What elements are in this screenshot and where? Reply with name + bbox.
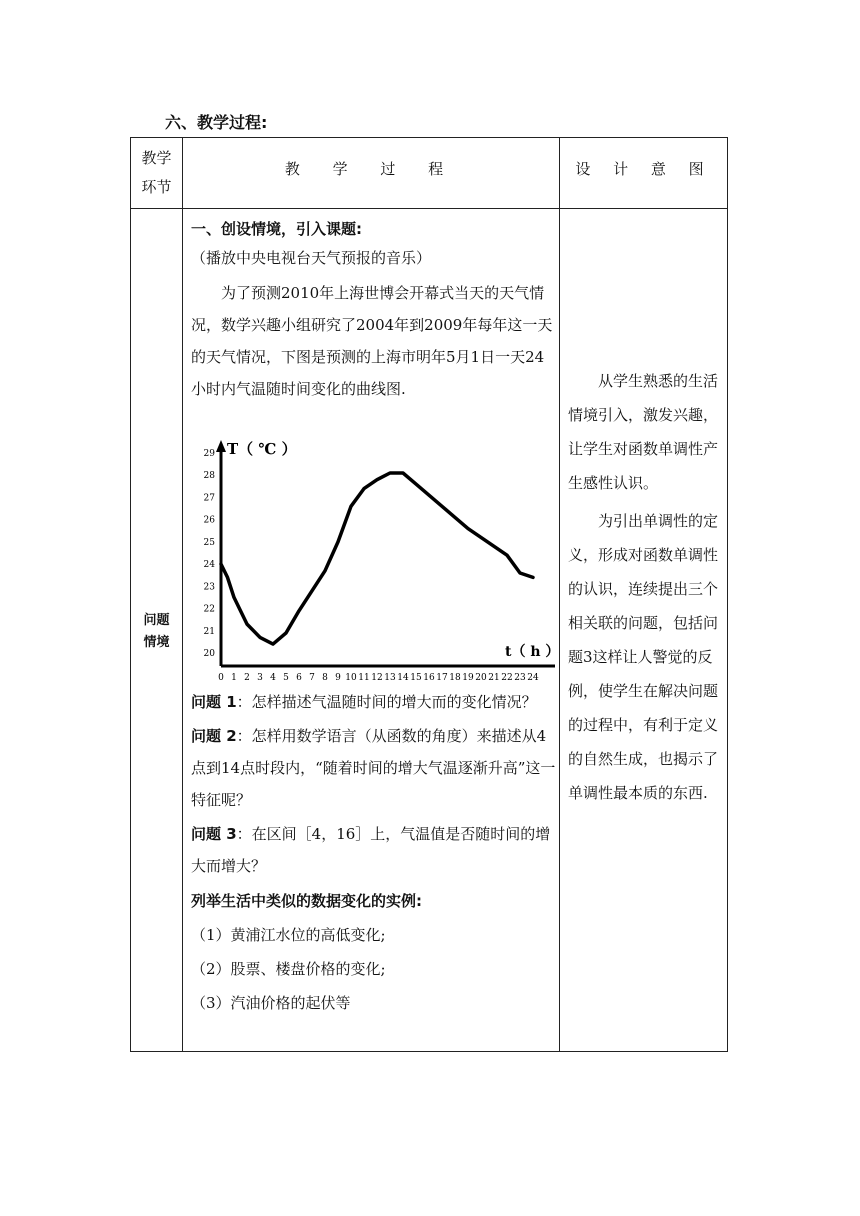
- q2-label: 问题 2: [191, 727, 237, 745]
- process-title: 一、创设情境，引入课题:: [191, 220, 362, 238]
- x-tick-label: 1: [231, 673, 237, 683]
- x-tick-label: 21: [488, 673, 500, 683]
- x-tick-label: 17: [436, 673, 448, 683]
- y-tick-label: 23: [203, 582, 215, 593]
- x-tick-label: 9: [335, 673, 341, 683]
- x-tick-label: 4: [270, 673, 276, 683]
- x-tick-label: 10: [345, 673, 357, 683]
- x-tick-label: 24: [527, 673, 539, 683]
- process-cell: [191, 215, 556, 405]
- x-tick-label: 8: [322, 673, 328, 683]
- y-tick-label: 21: [203, 626, 215, 637]
- questions-block: [191, 686, 556, 1020]
- example-1: （1）黄浦江水位的高低变化;: [191, 926, 386, 944]
- x-tick-label: 6: [296, 673, 302, 683]
- header-process: 教 学 过 程: [284, 160, 458, 178]
- process-intro: 为了预测2010年上海世博会开幕式当天的天气情况，数学兴趣小组研究了2004年到2009年每年这一天的天气情况，下图是预测的上海市明年5月1日一天24小时内气温随时间变化的曲线图.: [191, 284, 553, 398]
- x-tick-label: 19: [462, 673, 474, 683]
- x-tick-label: 12: [371, 673, 383, 683]
- x-tick-label: 22: [501, 673, 513, 683]
- y-axis-arrow: [216, 440, 226, 452]
- header-stage-line1: 教学: [141, 149, 172, 167]
- x-tick-label: 7: [309, 673, 315, 683]
- header-divider: [131, 208, 727, 209]
- intent-para-2: 为引出单调性的定义，形成对函数单调性的认识，连续提出三个相关联的问题，包括问题3这样让人警觉的反例，使学生在解决问题的过程中，有利于定义的自然生成，也揭示了单调性最本质的东西.: [568, 512, 719, 802]
- question-3: [191, 818, 556, 882]
- x-tick-label: 5: [283, 673, 289, 683]
- section-heading: 六、教学过程:: [165, 113, 268, 132]
- y-tick-label: 27: [203, 493, 215, 504]
- q3-text: ：在区间［4，16］上，气温值是否随时间的增大而增大？: [191, 825, 551, 875]
- y-tick-label: 29: [203, 449, 215, 459]
- header-intent: 设 计 意 图: [575, 160, 713, 178]
- q1-label: 问题 1: [191, 693, 237, 711]
- x-tick-label: 11: [358, 673, 370, 683]
- y-tick-label: 22: [203, 604, 215, 615]
- y-tick-label: 25: [203, 537, 215, 548]
- column-divider: [559, 138, 560, 1051]
- example-2: （2）股票、楼盘价格的变化;: [191, 960, 386, 978]
- q1-text: ：怎样描述气温随时间的增大而的变化情况？: [236, 693, 537, 711]
- question-1: [191, 686, 556, 718]
- y-tick-label: 20: [203, 649, 215, 659]
- question-2: [191, 720, 556, 816]
- temperature-curve: [221, 473, 533, 644]
- y-tick-label: 26: [203, 515, 215, 526]
- x-tick-label: 23: [514, 673, 526, 683]
- header-stage-line2: 环节: [141, 178, 172, 196]
- y-tick-label: 28: [203, 471, 215, 482]
- x-tick-label: 14: [397, 673, 409, 683]
- y-axis-label: T（ ℃ ）: [227, 440, 297, 458]
- stage-line2: 情境: [143, 635, 170, 650]
- x-tick-label: 2: [244, 673, 250, 683]
- x-tick-label: 18: [449, 673, 461, 683]
- example-3: （3）汽油价格的起伏等: [191, 994, 351, 1012]
- teaching-process-table: [130, 137, 728, 1052]
- stage-line1: 问题: [143, 613, 170, 628]
- intent-para-1: 从学生熟悉的生活情境引入，激发兴趣，让学生对函数单调性产生感性认识。: [568, 372, 719, 492]
- x-axis-label: t（ h ）: [505, 644, 559, 660]
- q2-text: ：怎样用数学语言（从函数的角度）来描述从4点到14点时段内，“随着时间的增大气温逐渐升高”这一特征呢？: [191, 727, 556, 809]
- x-tick-label: 20: [475, 673, 487, 683]
- header-stage: [131, 144, 182, 202]
- x-tick-label: 0: [218, 673, 224, 683]
- x-tick-label: 3: [257, 673, 263, 683]
- intent-cell: [568, 364, 723, 810]
- examples-title: 列举生活中类似的数据变化的实例:: [191, 892, 423, 910]
- temperature-chart: [183, 436, 559, 686]
- x-tick-label: 13: [384, 673, 396, 683]
- q3-label: 问题 3: [191, 825, 237, 843]
- y-tick-label: 24: [203, 560, 215, 571]
- process-note: （播放中央电视台天气预报的音乐）: [191, 249, 432, 267]
- stage-cell: [131, 610, 182, 654]
- x-tick-label: 16: [423, 673, 435, 683]
- x-tick-label: 15: [410, 673, 422, 683]
